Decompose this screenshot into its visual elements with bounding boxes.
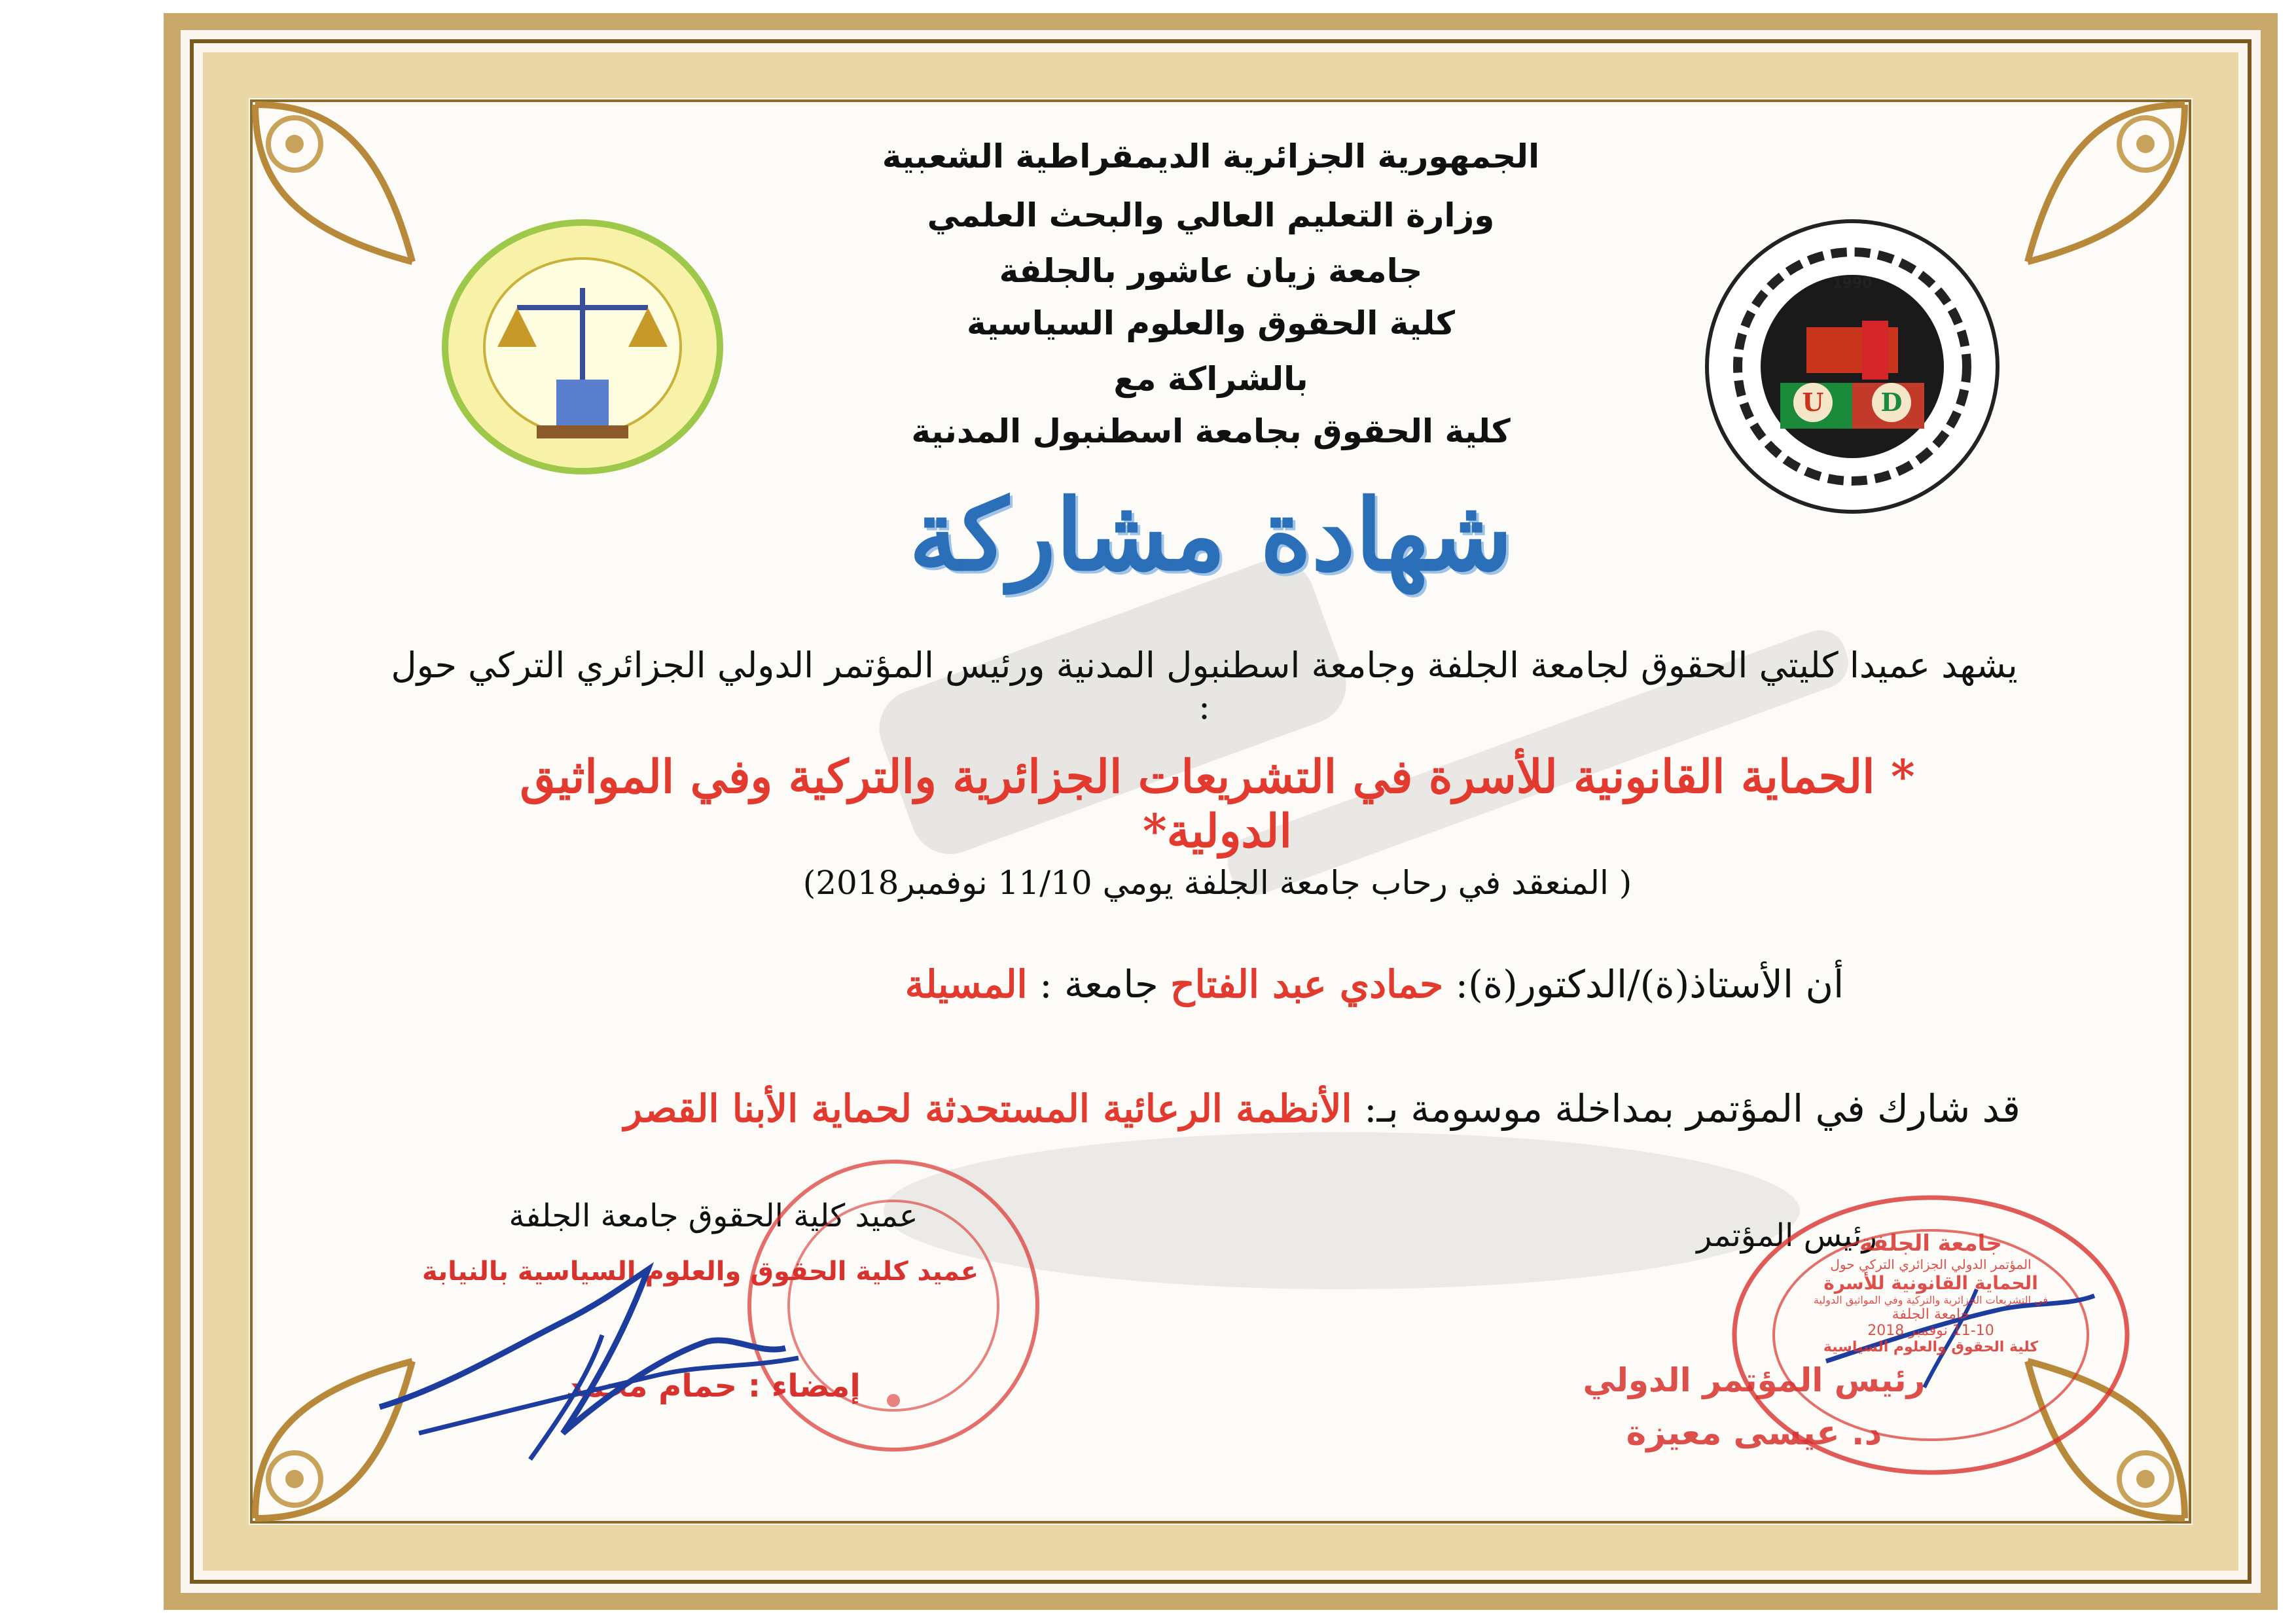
- dean-signature-title: عميد كلية الحقوق جامعة الجلفة: [509, 1198, 918, 1234]
- conference-chair-stamp-name: د. عيسى معيزة: [1626, 1414, 1882, 1453]
- participation-title: الأنظمة الرعائية المستحدثة لحماية الأبنا القصر: [624, 1086, 1352, 1131]
- conference-stamp-line-2: المؤتمر الدولي الجزائري التركي حول: [1830, 1257, 2032, 1272]
- participant-line: [655, 962, 2094, 1007]
- header-ministry: وزارة التعليم العالي والبحث العلمي: [927, 196, 1495, 234]
- intro-text: يشهد عميدا كليتي الحقوق لجامعة الجلفة وجامعة اسطنبول المدنية ورئيس المؤتمر الدولي الجزائري التركي حول :: [391, 645, 2018, 727]
- conference-stamp-line-4: في التشريعات الجزائرية والتركية وفي المواثيق الدولية: [1813, 1294, 2049, 1306]
- conference-stamp-text: [1806, 1230, 2055, 1355]
- header-partnership: بالشراكة مع: [1113, 360, 1308, 398]
- university-prefix: جامعة :: [1039, 962, 1158, 1007]
- university-logo: [1702, 216, 2003, 517]
- conference-stamp-line-7: كلية الحقوق والعلوم السياسية: [1823, 1339, 2039, 1355]
- dean-stamp-title: عميد كلية الحقوق والعلوم السياسية بالنيابة: [422, 1257, 979, 1287]
- header-republic: الجمهورية الجزائرية الديمقراطية الشعبية: [882, 137, 1540, 175]
- certificate-title: شهادة مشاركة: [908, 478, 1513, 593]
- dean-signature: [367, 1243, 825, 1505]
- conference-stamp-line-6: 11-10 نوفمبر 2018: [1867, 1323, 1994, 1339]
- header-partner-faculty: كلية الحقوق بجامعة اسطنبول المدنية: [911, 412, 1511, 450]
- conference-venue-dates: ( المنعقد في رحاب جامعة الجلفة يومي 11/10 نوفمبر2018): [802, 864, 1632, 902]
- law-faculty-logo: [439, 216, 726, 478]
- conference-stamp-line-3: الحماية القانونية للأسرة: [1823, 1272, 2038, 1294]
- dean-stamp-name: إمضاء : حمام محمد: [566, 1368, 861, 1404]
- conference-chair-stamp-title: رئيس المؤتمر الدولي: [1583, 1361, 1926, 1399]
- university-logo-initial-u: U: [1802, 387, 1824, 417]
- header-university: جامعة زيان عاشور بالجلفة: [999, 252, 1423, 290]
- participation-line: [497, 1086, 2147, 1131]
- conference-stamp-line-5: جامعة الجلفة: [1892, 1306, 1970, 1323]
- university-logo-year: 1990: [1832, 276, 1873, 292]
- participant-prefix: أن الأستاذ(ة)/الدكتور(ة):: [1455, 962, 1844, 1007]
- participant-university: المسيلة: [905, 962, 1028, 1007]
- participant-name: حمادي عبد الفتاح: [1170, 962, 1444, 1007]
- header-faculty: كلية الحقوق والعلوم السياسية: [967, 304, 1455, 342]
- corner-ornament-top-left: [249, 98, 419, 268]
- corner-ornament-top-right: [2021, 98, 2191, 268]
- conference-chair-signature-title: رئيس المؤتمر: [1696, 1217, 1877, 1254]
- participation-prefix: قد شارك في المؤتمر بمداخلة موسومة بـ:: [1364, 1086, 2020, 1131]
- conference-title: * الحماية القانونية للأسرة في التشريعات الجزائرية والتركية وفي المواثيق الدولية*: [520, 749, 1915, 858]
- conference-stamp-line-1: جامعة الجلفة: [1859, 1230, 2002, 1257]
- university-logo-initial-d: D: [1880, 387, 1903, 417]
